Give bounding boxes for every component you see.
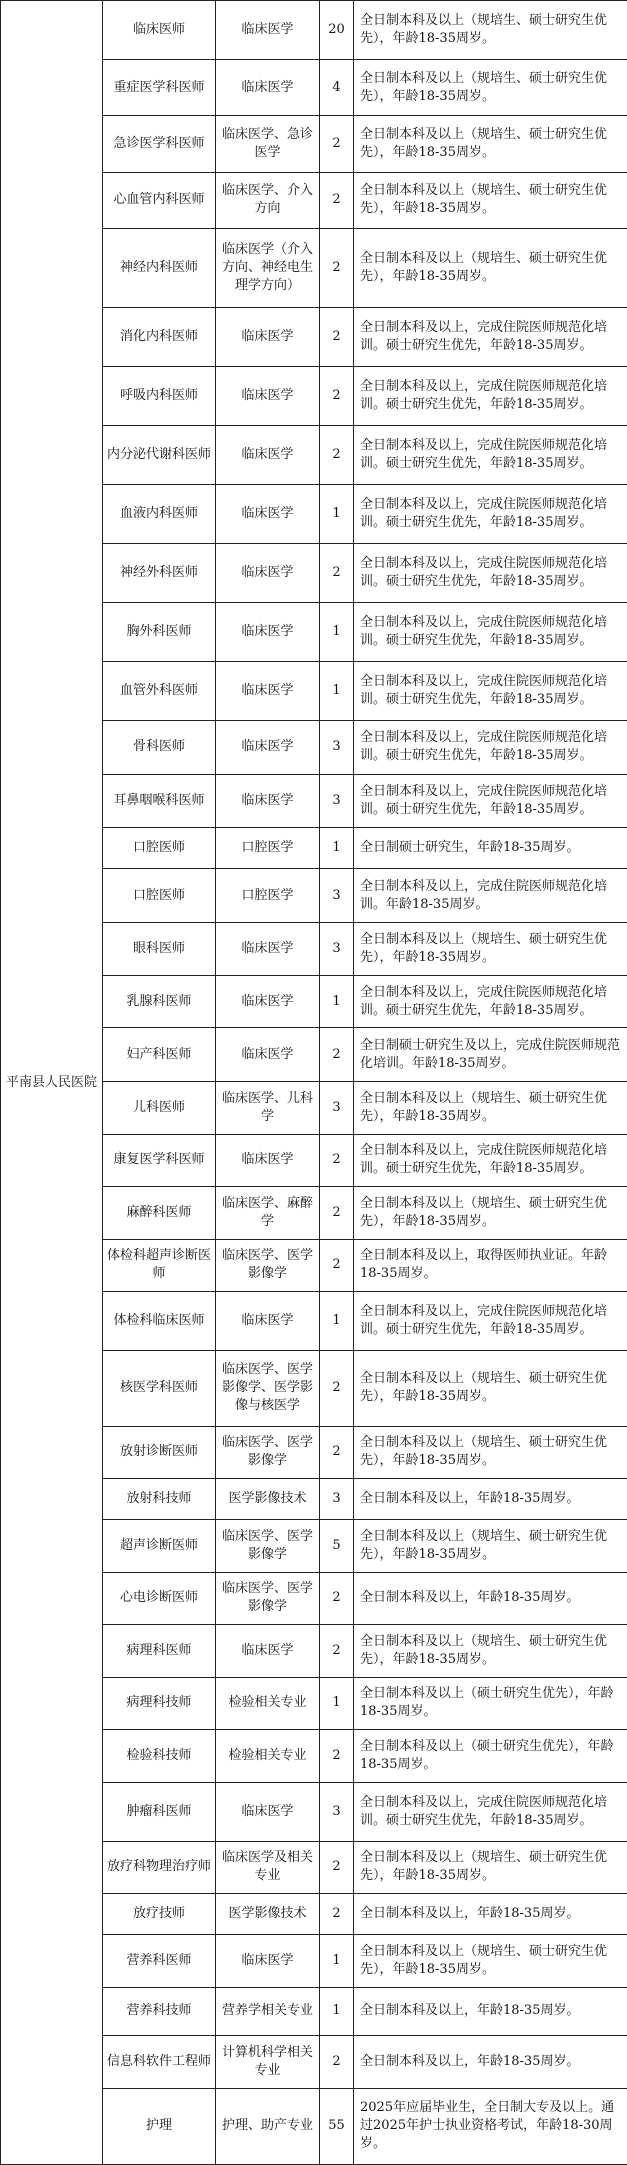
count-cell: 1	[320, 1987, 354, 2036]
count-cell: 2	[320, 308, 354, 367]
requirement-cell: 全日制本科及以上，完成住院医师规范化培训。硕士研究生优先，年龄18-35周岁。	[354, 1292, 627, 1351]
requirement-cell: 全日制本科及以上（规培生、硕士研究生优先），年龄18-35周岁。	[354, 1841, 627, 1894]
position-cell: 呼吸内科医师	[103, 367, 216, 426]
position-cell: 麻醉科医师	[103, 1187, 216, 1240]
major-cell: 临床医学	[216, 975, 320, 1028]
position-cell: 妇产科医师	[103, 1028, 216, 1082]
position-cell: 肿瘤科医师	[103, 1782, 216, 1841]
major-cell: 计算机科学相关专业	[216, 2036, 320, 2089]
count-cell: 55	[320, 2088, 354, 2164]
major-cell: 临床医学	[216, 603, 320, 662]
requirement-cell: 全日制本科及以上，年龄18-35周岁。	[354, 1894, 627, 1935]
count-cell: 3	[320, 774, 354, 828]
position-cell: 乳腺科医师	[103, 975, 216, 1028]
requirement-cell: 全日制本科及以上，年龄18-35周岁。	[354, 1572, 627, 1625]
requirement-cell: 全日制本科及以上，完成住院医师规范化培训。硕士研究生优先，年龄18-35周岁。	[354, 544, 627, 603]
major-cell: 临床医学	[216, 308, 320, 367]
position-cell: 口腔医师	[103, 869, 216, 923]
position-cell: 消化内科医师	[103, 308, 216, 367]
requirement-cell: 全日制本科及以上，完成住院医师规范化培训。硕士研究生优先，年龄18-35周岁。	[354, 661, 627, 720]
requirement-cell: 全日制硕士研究生，年龄18-35周岁。	[354, 828, 627, 869]
count-cell: 20	[320, 1, 354, 60]
major-cell: 口腔医学	[216, 828, 320, 869]
count-cell: 1	[320, 1292, 354, 1351]
requirement-cell: 全日制本科及以上，年龄18-35周岁。	[354, 1987, 627, 2036]
position-cell: 血液内科医师	[103, 485, 216, 544]
major-cell: 临床医学	[216, 720, 320, 774]
major-cell: 临床医学	[216, 1, 320, 60]
count-cell: 1	[320, 1935, 354, 1988]
requirement-cell: 全日制本科及以上（规培生、硕士研究生优先），年龄18-35周岁。	[354, 1, 627, 60]
requirement-cell: 全日制本科及以上，年龄18-35周岁。	[354, 1479, 627, 1520]
position-cell: 病理科医师	[103, 1625, 216, 1678]
position-cell: 骨科医师	[103, 720, 216, 774]
position-cell: 急诊医学科医师	[103, 116, 216, 172]
major-cell: 临床医学	[216, 1028, 320, 1082]
position-cell: 放疗科物理治疗师	[103, 1841, 216, 1894]
table-row	[1, 1, 627, 60]
major-cell: 临床医学	[216, 485, 320, 544]
count-cell: 2	[320, 229, 354, 308]
count-cell: 1	[320, 1677, 354, 1730]
requirement-cell: 全日制本科及以上（规培生、硕士研究生优先），年龄18-35周岁。	[354, 1426, 627, 1479]
count-cell: 2	[320, 1028, 354, 1082]
position-cell: 重症医学科医师	[103, 59, 216, 115]
count-cell: 3	[320, 1082, 354, 1135]
position-cell: 神经内科医师	[103, 229, 216, 308]
requirement-cell: 全日制本科及以上（规培生、硕士研究生优先），年龄18-35周岁。	[354, 923, 627, 976]
major-cell: 检验相关专业	[216, 1730, 320, 1783]
major-cell: 临床医学	[216, 367, 320, 426]
major-cell: 临床医学、麻醉学	[216, 1187, 320, 1240]
position-cell: 营养科医师	[103, 1935, 216, 1988]
requirement-cell: 全日制本科及以上（规培生、硕士研究生优先），年龄18-35周岁。	[354, 172, 627, 228]
count-cell: 4	[320, 59, 354, 115]
major-cell: 临床医学（介入方向、神经电生理学方向）	[216, 229, 320, 308]
position-cell: 神经外科医师	[103, 544, 216, 603]
requirement-cell: 全日制本科及以上（硕士研究生优先），年龄18-35周岁。	[354, 1730, 627, 1783]
count-cell: 2	[320, 1625, 354, 1678]
count-cell: 2	[320, 367, 354, 426]
count-cell: 3	[320, 720, 354, 774]
requirement-cell: 全日制本科及以上，完成住院医师规范化培训。硕士研究生优先，年龄18-35周岁。	[354, 603, 627, 662]
position-cell: 临床医师	[103, 1, 216, 60]
major-cell: 检验相关专业	[216, 1677, 320, 1730]
count-cell: 3	[320, 1782, 354, 1841]
major-cell: 临床医学、急诊医学	[216, 116, 320, 172]
count-cell: 1	[320, 485, 354, 544]
position-cell: 护理	[103, 2088, 216, 2164]
position-cell: 口腔医师	[103, 828, 216, 869]
major-cell: 临床医学、儿科学	[216, 1082, 320, 1135]
count-cell: 2	[320, 1894, 354, 1935]
count-cell: 1	[320, 661, 354, 720]
count-cell: 2	[320, 1134, 354, 1187]
major-cell: 临床医学、医学影像学	[216, 1520, 320, 1573]
count-cell: 1	[320, 828, 354, 869]
requirement-cell: 全日制本科及以上，完成住院医师规范化培训。硕士研究生优先，年龄18-35周岁。	[354, 1134, 627, 1187]
major-cell: 临床医学	[216, 661, 320, 720]
requirement-cell: 全日制本科及以上（规培生、硕士研究生优先），年龄18-35周岁。	[354, 229, 627, 308]
major-cell: 临床医学	[216, 1625, 320, 1678]
requirement-cell: 全日制本科及以上，完成住院医师规范化培训。硕士研究生优先，年龄18-35周岁。	[354, 308, 627, 367]
major-cell: 临床医学	[216, 774, 320, 828]
count-cell: 2	[320, 1572, 354, 1625]
requirement-cell: 全日制本科及以上（规培生、硕士研究生优先），年龄18-35周岁。	[354, 1082, 627, 1135]
major-cell: 临床医学、医学影像学	[216, 1239, 320, 1292]
position-cell: 儿科医师	[103, 1082, 216, 1135]
position-cell: 营养科技师	[103, 1987, 216, 2036]
position-cell: 耳鼻咽喉科医师	[103, 774, 216, 828]
requirement-cell: 全日制本科及以上（规培生、硕士研究生优先），年龄18-35周岁。	[354, 1520, 627, 1573]
position-cell: 检验科技师	[103, 1730, 216, 1783]
major-cell: 口腔医学	[216, 869, 320, 923]
requirement-cell: 2025年应届毕业生，全日制大专及以上。通过2025年护士执业资格考试，年龄18-30周岁。	[354, 2088, 627, 2164]
count-cell: 2	[320, 1239, 354, 1292]
employer-name: 平南县人民医院	[1, 1, 103, 2165]
major-cell: 临床医学	[216, 1134, 320, 1187]
position-cell: 内分泌代谢科医师	[103, 426, 216, 485]
count-cell: 2	[320, 1426, 354, 1479]
requirement-cell: 全日制本科及以上，完成住院医师规范化培训。硕士研究生优先，年龄18-35周岁。	[354, 1782, 627, 1841]
position-cell: 放疗技师	[103, 1894, 216, 1935]
count-cell: 2	[320, 426, 354, 485]
requirement-cell: 全日制硕士研究生及以上，完成住院医师规范化培训。年龄18-35周岁。	[354, 1028, 627, 1082]
position-cell: 体检科临床医师	[103, 1292, 216, 1351]
major-cell: 医学影像技术	[216, 1894, 320, 1935]
major-cell: 临床医学、医学影像学、医学影像与核医学	[216, 1351, 320, 1427]
count-cell: 1	[320, 603, 354, 662]
requirement-cell: 全日制本科及以上，完成住院医师规范化培训。硕士研究生优先，年龄18-35周岁。	[354, 720, 627, 774]
major-cell: 医学影像技术	[216, 1479, 320, 1520]
requirement-cell: 全日制本科及以上（规培生、硕士研究生优先），年龄18-35周岁。	[354, 59, 627, 115]
position-cell: 康复医学科医师	[103, 1134, 216, 1187]
major-cell: 临床医学、医学影像学	[216, 1572, 320, 1625]
major-cell: 临床医学	[216, 426, 320, 485]
count-cell: 2	[320, 544, 354, 603]
major-cell: 临床医学	[216, 923, 320, 976]
requirement-cell: 全日制本科及以上，完成住院医师规范化培训。硕士研究生优先，年龄18-35周岁。	[354, 367, 627, 426]
major-cell: 临床医学	[216, 1782, 320, 1841]
major-cell: 临床医学及相关专业	[216, 1841, 320, 1894]
count-cell: 2	[320, 1187, 354, 1240]
requirement-cell: 全日制本科及以上（规培生、硕士研究生优先），年龄18-35周岁。	[354, 1351, 627, 1427]
count-cell: 3	[320, 869, 354, 923]
position-cell: 放射科技师	[103, 1479, 216, 1520]
requirement-cell: 全日制本科及以上（规培生、硕士研究生优先），年龄18-35周岁。	[354, 116, 627, 172]
major-cell: 临床医学	[216, 1935, 320, 1988]
major-cell: 临床医学	[216, 1292, 320, 1351]
count-cell: 2	[320, 172, 354, 228]
position-cell: 体检科超声诊断医师	[103, 1239, 216, 1292]
position-cell: 病理科技师	[103, 1677, 216, 1730]
major-cell: 临床医学	[216, 59, 320, 115]
requirement-cell: 全日制本科及以上，完成住院医师规范化培训。硕士研究生优先，年龄18-35周岁。	[354, 485, 627, 544]
requirement-cell: 全日制本科及以上（规培生、硕士研究生优先），年龄18-35周岁。	[354, 1187, 627, 1240]
major-cell: 护理、助产专业	[216, 2088, 320, 2164]
requirement-cell: 全日制本科及以上，年龄18-35周岁。	[354, 2036, 627, 2089]
position-cell: 信息科软件工程师	[103, 2036, 216, 2089]
recruitment-table-body	[1, 1, 627, 2165]
count-cell: 2	[320, 2036, 354, 2089]
position-cell: 血管外科医师	[103, 661, 216, 720]
position-cell: 胸外科医师	[103, 603, 216, 662]
requirement-cell: 全日制本科及以上（规培生、硕士研究生优先），年龄18-35周岁。	[354, 1625, 627, 1678]
count-cell: 1	[320, 975, 354, 1028]
position-cell: 心电诊断医师	[103, 1572, 216, 1625]
major-cell: 营养学相关专业	[216, 1987, 320, 2036]
position-cell: 超声诊断医师	[103, 1520, 216, 1573]
position-cell: 核医学科医师	[103, 1351, 216, 1427]
count-cell: 3	[320, 923, 354, 976]
count-cell: 5	[320, 1520, 354, 1573]
count-cell: 2	[320, 116, 354, 172]
position-cell: 放射诊断医师	[103, 1426, 216, 1479]
count-cell: 2	[320, 1730, 354, 1783]
requirement-cell: 全日制本科及以上（硕士研究生优先），年龄18-35周岁。	[354, 1677, 627, 1730]
requirement-cell: 全日制本科及以上（规培生、硕士研究生优先），年龄18-35周岁。	[354, 1935, 627, 1988]
count-cell: 2	[320, 1351, 354, 1427]
requirement-cell: 全日制本科及以上，完成住院医师规范化培训。年龄18-35周岁。	[354, 869, 627, 923]
count-cell: 2	[320, 1841, 354, 1894]
major-cell: 临床医学	[216, 544, 320, 603]
requirement-cell: 全日制本科及以上，完成住院医师规范化培训。硕士研究生优先，年龄18-35周岁。	[354, 426, 627, 485]
position-cell: 心血管内科医师	[103, 172, 216, 228]
major-cell: 临床医学、介入方向	[216, 172, 320, 228]
requirement-cell: 全日制本科及以上，完成住院医师规范化培训。硕士研究生优先，年龄18-35周岁。	[354, 975, 627, 1028]
major-cell: 临床医学、医学影像学	[216, 1426, 320, 1479]
requirement-cell: 全日制本科及以上，完成住院医师规范化培训。硕士研究生优先，年龄18-35周岁。	[354, 774, 627, 828]
position-cell: 眼科医师	[103, 923, 216, 976]
requirement-cell: 全日制本科及以上，取得医师执业证。年龄18-35周岁。	[354, 1239, 627, 1292]
count-cell: 3	[320, 1479, 354, 1520]
